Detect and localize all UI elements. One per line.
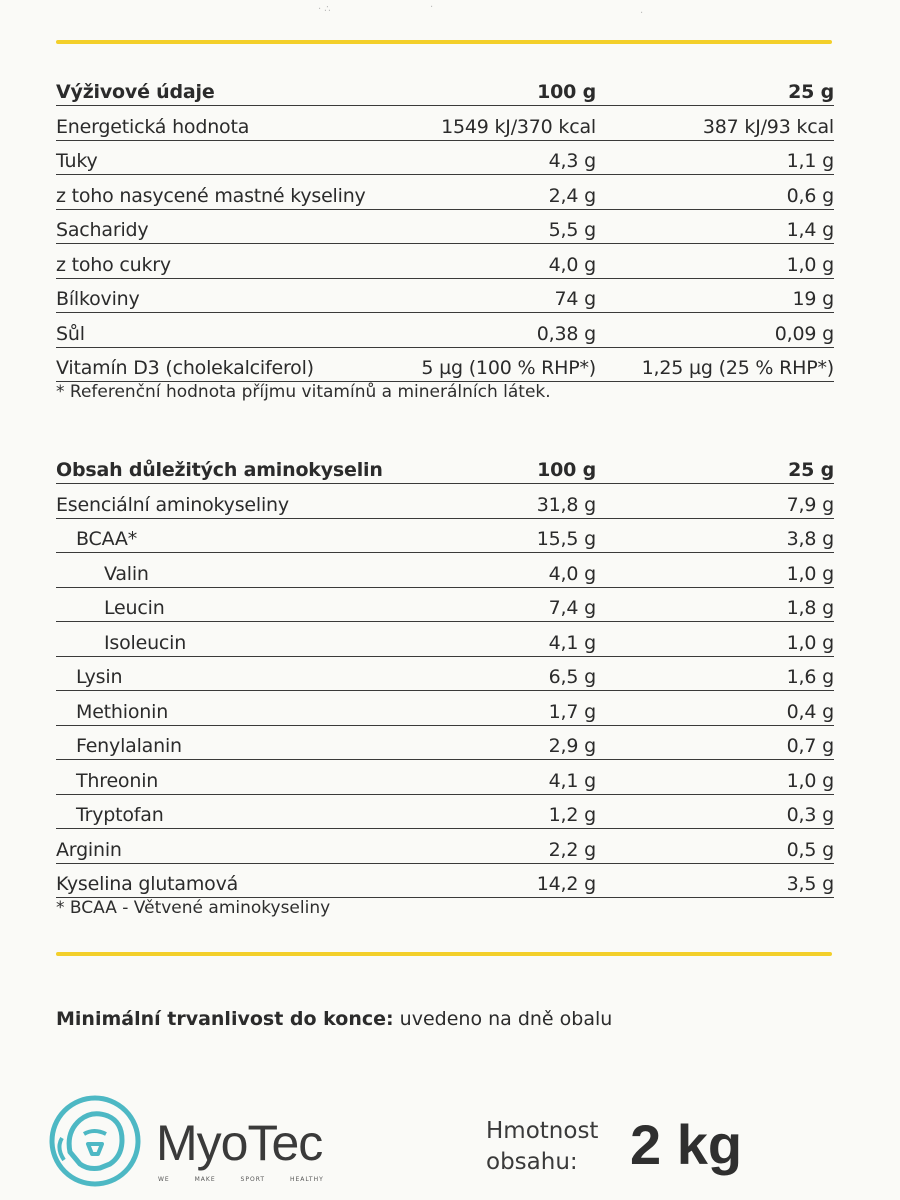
column-header-100g: 100 g: [396, 450, 596, 484]
column-header-25g: 25 g: [596, 450, 834, 484]
value-per-100g: 5,5 g: [396, 209, 596, 244]
value-per-100g: 4,0 g: [396, 244, 596, 279]
value-per-25g: 1,0 g: [596, 760, 834, 795]
table-row: [56, 863, 834, 898]
brand-tagline: WE MAKE SPORT HEALTHY: [158, 1176, 324, 1183]
value-per-25g: 1,8 g: [596, 587, 834, 622]
net-weight-value: 2 kg: [630, 1113, 743, 1176]
value-per-25g: 0,09 g: [596, 313, 834, 348]
value-per-25g: 7,9 g: [596, 484, 834, 519]
table-row: [56, 484, 834, 519]
value-per-100g: 4,1 g: [396, 760, 596, 795]
value-per-100g: 4,0 g: [396, 553, 596, 588]
table-row: [56, 209, 834, 244]
value-per-25g: 1,4 g: [596, 209, 834, 244]
value-per-100g: 0,38 g: [396, 313, 596, 348]
top-yellow-divider: [56, 40, 832, 44]
value-per-100g: 2,2 g: [396, 829, 596, 864]
table-row: [56, 725, 834, 760]
value-per-25g: 1,1 g: [596, 140, 834, 175]
value-per-100g: 4,3 g: [396, 140, 596, 175]
value-per-100g: 2,4 g: [396, 175, 596, 210]
table-row: [56, 278, 834, 313]
table-row: [56, 587, 834, 622]
value-per-100g: 6,5 g: [396, 656, 596, 691]
bottom-yellow-divider: [56, 952, 832, 956]
row-label: Esenciální aminokyseliny: [56, 484, 396, 519]
row-label: Sacharidy: [56, 209, 396, 244]
value-per-25g: 0,4 g: [596, 691, 834, 726]
lion-head-logo-icon: [48, 1094, 142, 1188]
value-per-25g: 1,0 g: [596, 244, 834, 279]
value-per-100g: 1,7 g: [396, 691, 596, 726]
table-row: [56, 622, 834, 657]
table-row: [56, 829, 834, 864]
table-row: [56, 553, 834, 588]
row-label: Arginin: [56, 829, 396, 864]
value-per-25g: 0,5 g: [596, 829, 834, 864]
amino-acids-table: [56, 450, 834, 898]
value-per-25g: 1,0 g: [596, 553, 834, 588]
value-per-25g: 1,6 g: [596, 656, 834, 691]
row-label: Kyselina glutamová: [56, 863, 396, 898]
shelf-life-text: [56, 1008, 612, 1030]
row-label: Leucin: [56, 587, 396, 622]
row-label: Energetická hodnota: [56, 106, 396, 141]
table-row: [56, 760, 834, 795]
value-per-25g: 387 kJ/93 kcal: [596, 106, 834, 141]
row-label: Tuky: [56, 140, 396, 175]
row-label: Lysin: [56, 656, 396, 691]
value-per-25g: 3,5 g: [596, 863, 834, 898]
row-label: BCAA*: [56, 518, 396, 553]
row-label: Sůl: [56, 313, 396, 348]
row-label: z toho nasycené mastné kyseliny: [56, 175, 396, 210]
table-header-row: [56, 450, 834, 484]
value-per-100g: 1,2 g: [396, 794, 596, 829]
value-per-25g: 0,7 g: [596, 725, 834, 760]
net-weight-label: [486, 1116, 626, 1178]
value-per-25g: 0,3 g: [596, 794, 834, 829]
table-header-row: [56, 72, 834, 106]
net-weight-label-line1: Hmotnost: [486, 1118, 599, 1144]
brand-name: MyoTec: [156, 1115, 323, 1171]
value-per-100g: 14,2 g: [396, 863, 596, 898]
table-row: [56, 313, 834, 348]
value-per-100g: 7,4 g: [396, 587, 596, 622]
value-per-25g: 0,6 g: [596, 175, 834, 210]
row-label: Bílkoviny: [56, 278, 396, 313]
row-label: Fenylalanin: [56, 725, 396, 760]
row-label: Threonin: [56, 760, 396, 795]
row-label: Valin: [56, 553, 396, 588]
shelf-life-label: Minimální trvanlivost do konce:: [56, 1008, 394, 1030]
value-per-100g: 2,9 g: [396, 725, 596, 760]
table-row: [56, 244, 834, 279]
table-row: [56, 656, 834, 691]
nutrition-facts-table: [56, 72, 834, 382]
value-per-100g: 31,8 g: [396, 484, 596, 519]
value-per-100g: 74 g: [396, 278, 596, 313]
row-label: Methionin: [56, 691, 396, 726]
value-per-25g: 1,25 µg (25 % RHP*): [596, 347, 834, 382]
rhp-footnote: * Referenční hodnota příjmu vitamínů a minerálních látek.: [56, 382, 551, 402]
value-per-25g: 19 g: [596, 278, 834, 313]
row-label: Vitamín D3 (cholekalciferol): [56, 347, 396, 382]
table-row: [56, 794, 834, 829]
column-header-100g: 100 g: [396, 72, 596, 106]
column-header-25g: 25 g: [596, 72, 834, 106]
table-row: [56, 691, 834, 726]
row-label: Tryptofan: [56, 794, 396, 829]
value-per-100g: 4,1 g: [396, 622, 596, 657]
table-row: [56, 106, 834, 141]
net-weight-label-line2: obsahu:: [486, 1149, 578, 1175]
table-row: [56, 518, 834, 553]
nutrition-header-label: Výživové údaje: [56, 72, 396, 106]
value-per-100g: 15,5 g: [396, 518, 596, 553]
value-per-25g: 1,0 g: [596, 622, 834, 657]
value-per-100g: 5 µg (100 % RHP*): [396, 347, 596, 382]
value-per-25g: 3,8 g: [596, 518, 834, 553]
table-row: [56, 175, 834, 210]
brand-logo: [48, 1094, 368, 1200]
row-label: Isoleucin: [56, 622, 396, 657]
row-label: z toho cukry: [56, 244, 396, 279]
value-per-100g: 1549 kJ/370 kcal: [396, 106, 596, 141]
table-row: [56, 347, 834, 382]
bcaa-footnote: * BCAA - Větvené aminokyseliny: [56, 898, 331, 918]
shelf-life-value: uvedeno na dně obalu: [399, 1008, 613, 1030]
table-row: [56, 140, 834, 175]
amino-header-label: Obsah důležitých aminokyselin: [56, 450, 396, 484]
